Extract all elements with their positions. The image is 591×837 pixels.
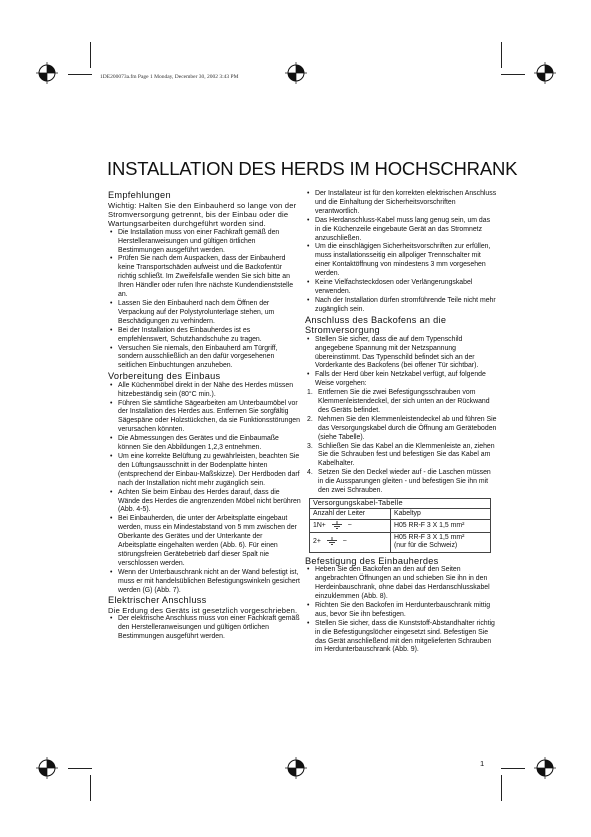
registration-mark-bottom-left <box>36 757 58 779</box>
section-befestigung <box>305 556 497 656</box>
list-item: • Führen Sie sämtliche Sägearbeiten am Unterbaumöbel vor der Installation des Herdes aus. Entfernen Sie sorgfältig Sägespäne oder Holzstückchen, da sie Funktionsstörungen verursachen könnten. <box>108 400 302 436</box>
list-item: • Das Herdanschluss-Kabel muss lang genug sein, um das in die Küchenzeile eingebaute Gerät an das Stromnetz anzuschließen. <box>305 217 497 244</box>
list-item: • Der Installateur ist für den korrekten elektrischen Anschluss und die Einhaltung der Sicherheitsvorschriften verantwortlich. <box>305 190 497 217</box>
list-item: • Die Installation muss von einer Fachkraft gemäß den Herstelleranweisungen und gültigen örtlichen Bestimmungen ausgeführt werden. <box>108 229 302 256</box>
list-item: • Achten Sie beim Einbau des Herdes darauf, dass die Wände des Herdes die angrenzenden Möbel nicht berühren (Abb. 4-5). <box>108 489 302 516</box>
section-heading: Vorbereitung des Einbaus <box>108 371 221 382</box>
cable-type: H05 RR-F 3 X 1,5 mm² <box>394 533 465 541</box>
registration-mark-bottom-right <box>534 757 556 779</box>
step-number: 4. <box>307 469 313 477</box>
list-item: • Keine Vielfachsteckdosen oder Verlängerungskabel verwenden. <box>305 279 497 297</box>
step-number: 1. <box>307 389 313 397</box>
list-item: • Wenn der Unterbauschrank nicht an der Wand befestigt ist, muss er mit handelsüblichen Befestigungswinkeln gesichert werden (G) (Abb. 7). <box>108 569 302 596</box>
numbered-step <box>305 443 497 470</box>
table-header-row <box>310 508 491 520</box>
cable-table <box>309 498 491 553</box>
list-item: • Um eine korrekte Belüftung zu gewährleisten, beachten Sie den Lüftungsausschnitt in der Bodenplatte hinten (entsprechend der Einbau-Maßskizze). Der Herdboden darf nach der Installation nicht mehr zugänglich sein. <box>108 453 302 489</box>
bullet-list <box>108 615 302 642</box>
section-lead: Die Erdung des Geräts ist gesetzlich vorgeschrieben. <box>108 605 298 615</box>
step-number: 3. <box>307 442 313 450</box>
step-text: Entfernen Sie die zwei Befestigungsschrauben vom Klemmenleistendeckel, der sich unten an der Rückwand des Geräts befindet. <box>318 389 490 414</box>
list-item: • Bei Einbauherden, die unter der Arbeitsplatte eingebaut werden, muss ein Mindestabstand von 5 mm zwischen der Oberkante des Gerätes und der Unterkante der Arbeitsplatte eingehalten werden (Abb. 6). Für einen störungsfreien Gerätebetrieb darf dieser Spalt nie verschlossen werden. <box>108 515 302 568</box>
trim-line <box>501 42 502 68</box>
table-header-cell: Kabeltyp <box>391 508 491 520</box>
cable-note: (nur für die Schweiz) <box>394 542 458 550</box>
trim-line <box>90 42 91 68</box>
ground-icon <box>331 521 343 529</box>
conductor-count: 2+ <box>313 538 321 546</box>
ground-icon <box>326 537 338 545</box>
step-text: Nehmen Sie den Klemmenleistendeckel ab und führen Sie das Versorgungskabel durch die Öffnung am Geräteboden (siehe Tabelle). <box>318 415 497 441</box>
step-text: Schließen Sie das Kabel an die Klemmenleiste an, ziehen Sie die Schrauben fest und befestigen Sie das Kabel am Kabelhalter. <box>318 442 495 468</box>
section-vorbereitung <box>108 371 302 595</box>
list-item: • Der elektrische Anschluss muss von einer Fachkraft gemäß den Herstelleranweisungen und gültigen örtlichen Bestimmungen ausgeführt werden. <box>108 615 302 642</box>
bullet-list <box>108 229 302 372</box>
trim-line <box>68 74 92 75</box>
list-item: • Alle Küchenmöbel direkt in der Nähe des Herdes müssen hitzebeständig sein (80°C min.). <box>108 382 302 400</box>
registration-mark-top-center <box>285 62 307 84</box>
trim-line <box>501 768 525 769</box>
left-column <box>108 190 302 642</box>
numbered-step <box>305 389 497 416</box>
right-column <box>305 190 497 655</box>
list-item: • Stellen Sie sicher, dass die auf dem Typenschild angegebene Spannung mit der Netzspannung übereinstimmt. Das Typenschild befindet sich an der Vorderkante des Backofens (bei offener Tür sichtbar). <box>305 336 497 372</box>
trim-line <box>68 768 92 769</box>
list-item: • Lassen Sie den Einbauherd nach dem Öffnen der Verpackung auf der Polystyrolunterlage stehen, um Beschädigungen zu verhindern. <box>108 300 302 327</box>
page-title: INSTALLATION DES HERDS IM HOCHSCHRANK <box>107 158 518 179</box>
list-item: • Richten Sie den Backofen im Herdunterbauschrank mittig aus, bevor Sie ihn befestigen. <box>305 602 497 620</box>
ac-symbol: ~ <box>342 538 347 546</box>
bullet-list <box>108 382 302 596</box>
table-cell <box>391 532 491 552</box>
bullet-list <box>305 566 497 655</box>
trim-line <box>90 775 91 801</box>
step-text: Setzen Sie den Deckel wieder auf - die Laschen müssen in die Aussparungen gleiten - und befestigen Sie ihn mit den zwei Schrauben. <box>318 469 491 495</box>
bullet-list <box>305 336 497 389</box>
step-number: 2. <box>307 415 313 423</box>
section-elektrischer-anschluss <box>108 595 302 642</box>
list-item: • Um die einschlägigen Sicherheitsvorschriften zur erfüllen, muss installationsseitig ein allpoliger Trennschalter mit einer Kontaktöffnung von mindestens 3 mm vorgesehen werden. <box>305 243 497 279</box>
section-heading: Elektrischer Anschluss <box>108 595 207 606</box>
registration-mark-top-left <box>36 62 58 84</box>
bullet-list <box>305 190 497 315</box>
table-row <box>310 520 491 532</box>
numbered-step <box>305 416 497 443</box>
registration-mark-top-right <box>534 62 556 84</box>
list-item: • Versuchen Sie niemals, den Einbauherd am Türgriff, sondern ausschließlich an den dafür vorgesehenen seitlichen Einbuchtungen anzuheben. <box>108 345 302 372</box>
table-cell <box>310 520 391 532</box>
trim-line <box>501 74 525 75</box>
list-item: • Heben Sie den Backofen an den auf den Seiten angebrachten Öffnungen an und schieben Sie ihn in den Herdeinbauschrank, ohne dabei das Herdanschlusskabel einzuklemmen (Abb. 8). <box>305 566 497 602</box>
table-header-cell: Anzahl der Leiter <box>310 508 391 520</box>
ac-symbol: ~ <box>347 522 352 530</box>
list-item: • Bei der Installation des Einbauherdes ist es empfehlenswert, Schutzhandschuhe zu tragen. <box>108 327 302 345</box>
list-item: • Stellen Sie sicher, dass die Kunststoff-Abstandhalter richtig in die Befestigungslöcher eingesetzt sind. Befestigen Sie das Gerät anschließend mit den mitgelieferten Schrauben im Herdunterbauschrank (Abb. 9). <box>305 620 497 656</box>
table-cell: H05 RR-F 3 X 1,5 mm² <box>391 520 491 532</box>
section-heading: Anschluss des Backofens an die Stromversorgung <box>305 314 447 336</box>
list-item: • Prüfen Sie nach dem Auspacken, dass der Einbauherd keine Transportschäden aufweist und die Backofentür richtig schließt. Im Zweifelsfalle wenden Sie sich bitte an Ihren Händler oder rufen Ihre nächste Kundendienststelle an. <box>108 255 302 300</box>
numbered-step <box>305 469 497 496</box>
section-empfehlungen <box>108 190 302 371</box>
list-item: • Nach der Installation dürfen stromführende Teile nicht mehr zugänglich sein. <box>305 297 497 315</box>
numbered-list <box>305 389 497 496</box>
table-cell <box>310 532 391 552</box>
file-header-line: 1DE200073a.fm Page 1 Monday, December 30, 2002 3:43 PM <box>100 74 239 80</box>
table-caption: Versorgungskabel-Tabelle <box>309 498 491 508</box>
conductor-count: 1N+ <box>313 522 326 530</box>
table-row <box>310 532 491 552</box>
section-heading: Empfehlungen <box>108 190 171 200</box>
page-number: 1 <box>480 759 485 768</box>
registration-mark-bottom-center <box>285 757 307 779</box>
section-anschluss <box>305 315 497 496</box>
list-item: • Die Abmessungen des Gerätes und die Einbaumaße können Sie den Abbildungen 1,2,3 entnehmen. <box>108 435 302 453</box>
list-item: • Falls der Herd über kein Netzkabel verfügt, auf folgende Weise vorgehen: <box>305 371 497 389</box>
section-lead: Wichtig: Halten Sie den Einbauherd so lange von der Stromversorgung getrennt, bis der Einbau oder die Wartungsarbeiten durchgeführt worden sind. <box>108 200 297 229</box>
trim-line <box>501 775 502 801</box>
section-heading: Befestigung des Einbauherdes <box>305 555 439 566</box>
